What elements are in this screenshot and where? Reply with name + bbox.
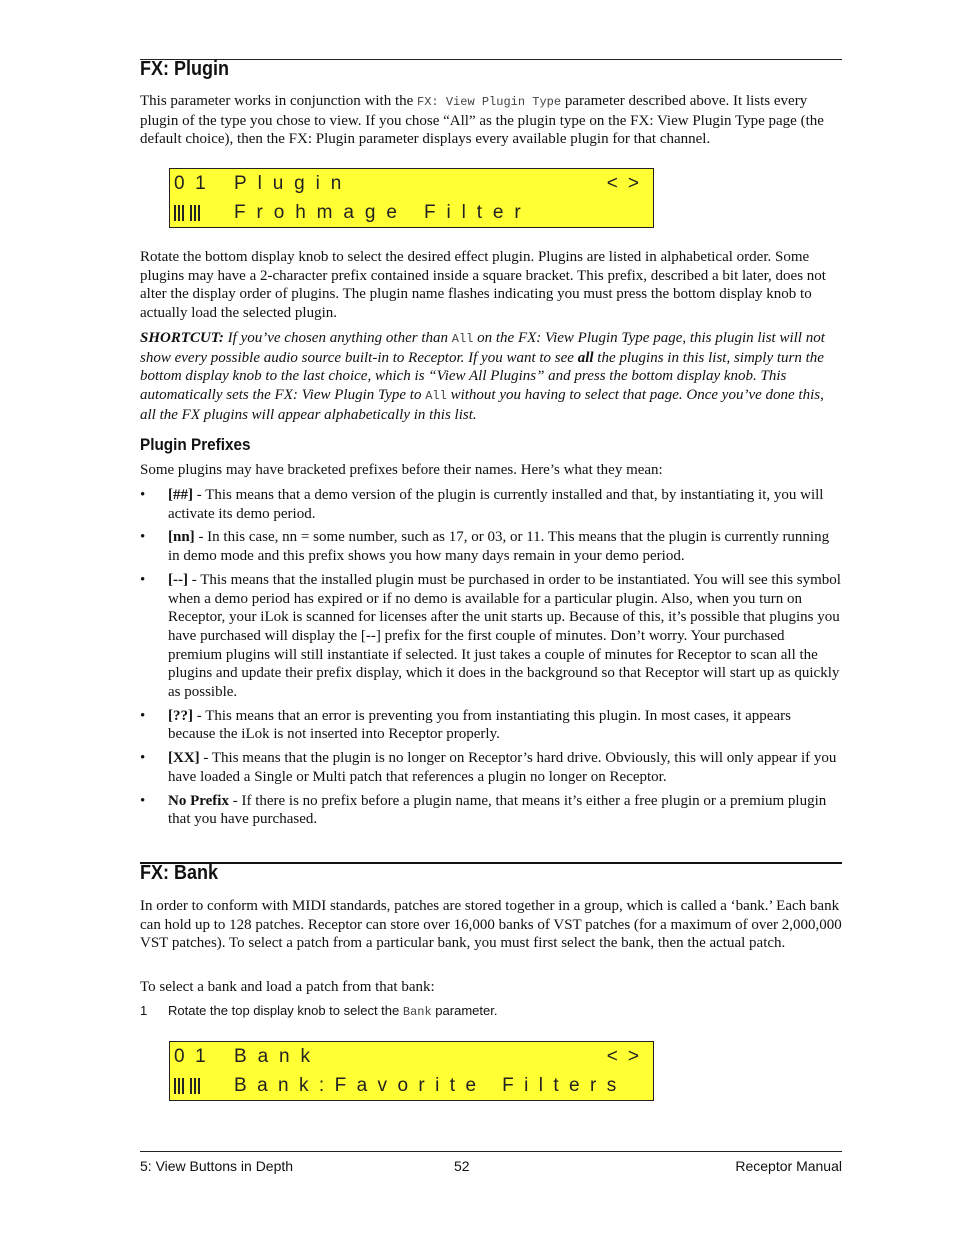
inline-code: All (451, 332, 474, 346)
list-item: • No Prefix - If there is no prefix before a plugin name, that means it’s either a free plugin or a premium plugin that you have purchased. (140, 792, 827, 828)
list-item: • [--] - This means that the installed plugin must be purchased in order to be instantiated. You will see this symbol when a demo period has expired or if no demo is available for a particular plugin. Also, when you turn on Receptor, your iLok is scanned for licenses after the unit starts up. Because of this, it’s possible that plugins you have purchased will display the [--] prefix for the first couple of minutes. Don’t worry. Your purchased premium plugins will still instantiate if selected. It just takes a couple of minutes for Receptor to scan all the plugins and update their prefix display, which it does in the background so that Receptor will start up as quickly as possible. (140, 571, 841, 701)
bank-instructions: To select a bank and load a patch from that bank: (140, 979, 435, 995)
list-item: • [##] - This means that a demo version of the plugin is currently installed and that, by instantiating it, you will activate its demo period. (140, 487, 824, 522)
footer-page-number: 52 (454, 1158, 470, 1174)
footer-rule (140, 1151, 842, 1152)
list-item: • [nn] - In this case, nn = some number, such as 17, or 03, or 11. This means that the plugin is currently running in demo mode and this prefix shows you how many days remain in your demo period. (140, 529, 830, 565)
list-item: • [XX] - This means that the plugin is no longer on Receptor’s hard drive. Obviously, this will only appear if you have loaded a Single or Multi patch that references a plugin no longer on Receptor. (140, 750, 837, 785)
bank-paragraph: In order to conform with MIDI standards, patches are stored together in a group, which is called a ‘bank.’ Each bank can hold up to 128 patches. Receptor can store over 16,000 banks of VST patches (for a maximum of over 2,000,000 VST patches). To select a patch from a particular bank, you must first select the bank, then the actual patch. (140, 898, 842, 952)
lcd-plugin-name: Frohmage Filter (234, 202, 532, 223)
plugin-selection-paragraph: Rotate the bottom display knob to select the desired effect plugin. Plugins are listed in alphabetical order. Some plugins may have a 2-character prefix contained inside a square bracket. This prefix, described a bit later, does not alter the display order of plugins. The plugin name flashes indicating you must press the bottom display knob to actually load the selected plugin. (140, 249, 826, 322)
lcd-arrows: <> (606, 173, 649, 194)
step-number: 1 (140, 1003, 148, 1018)
subsection-title-plugin-prefixes: Plugin Prefixes (140, 435, 251, 454)
lcd-parameter-label: Plugin (234, 173, 353, 194)
section-title-fx-plugin: FX: Plugin (140, 58, 230, 80)
prefixes-intro: Some plugins may have bracketed prefixes before their names. Here’s what they mean: (140, 462, 663, 478)
lcd-row-1 (174, 1046, 649, 1072)
lcd-display-bank (169, 1041, 654, 1101)
lcd-row-2 (174, 1075, 649, 1101)
top-rule (140, 59, 842, 60)
lcd-level-bars-icon (174, 205, 202, 227)
lcd-parameter-label: Bank (234, 1046, 321, 1067)
prefix-list (140, 486, 842, 834)
lcd-channel-number: 01 (174, 173, 217, 194)
section-title-fx-bank: FX: Bank (140, 862, 219, 884)
inline-code: Bank (402, 1005, 432, 1019)
lcd-display-plugin (169, 168, 654, 228)
lcd-row-1 (174, 173, 649, 199)
list-item: • [??] - This means that an error is preventing you from instantiating this plugin. In most cases, it appears because the iLok is not inserted into Receptor properly. (140, 707, 791, 743)
intro-paragraph: This parameter works in conjunction with the FX: View Plugin Type parameter described above. It lists every plugin of the type you chose to view. If you chose “All” as the plugin type on the FX: View Plugin Type page (the default choice), then the FX: Plugin parameter displays every available plugin for that channel. (140, 93, 824, 148)
inline-code: FX: View Plugin Type (417, 95, 562, 109)
footer-chapter: 5: View Buttons in Depth (140, 1158, 294, 1174)
shortcut-paragraph: SHORTCUT: If you’ve chosen anything other than All on the FX: View Plugin Type page, this plugin list will not show every possible audio source built-in to Receptor. If you want to see all the plugins in this list, simply turn the bottom display knob to the last choice, which is “View All Plugins” and press the bottom display knob. This automatically sets the FX: View Plugin Type to All without you having to select that page. Once you’ve done this, all the FX plugins will appear alphabetically in this list. (140, 330, 825, 423)
lcd-row-2 (174, 202, 649, 228)
footer-manual-title: Receptor Manual (735, 1158, 842, 1174)
section-rule (140, 862, 842, 864)
lcd-level-bars-icon (174, 1078, 202, 1100)
lcd-bank-name: Bank:Favorite Filters (234, 1075, 627, 1096)
lcd-channel-number: 01 (174, 1046, 217, 1067)
inline-code: All (425, 389, 447, 404)
lcd-arrows: <> (606, 1046, 649, 1067)
shortcut-label: SHORTCUT: (140, 330, 224, 346)
